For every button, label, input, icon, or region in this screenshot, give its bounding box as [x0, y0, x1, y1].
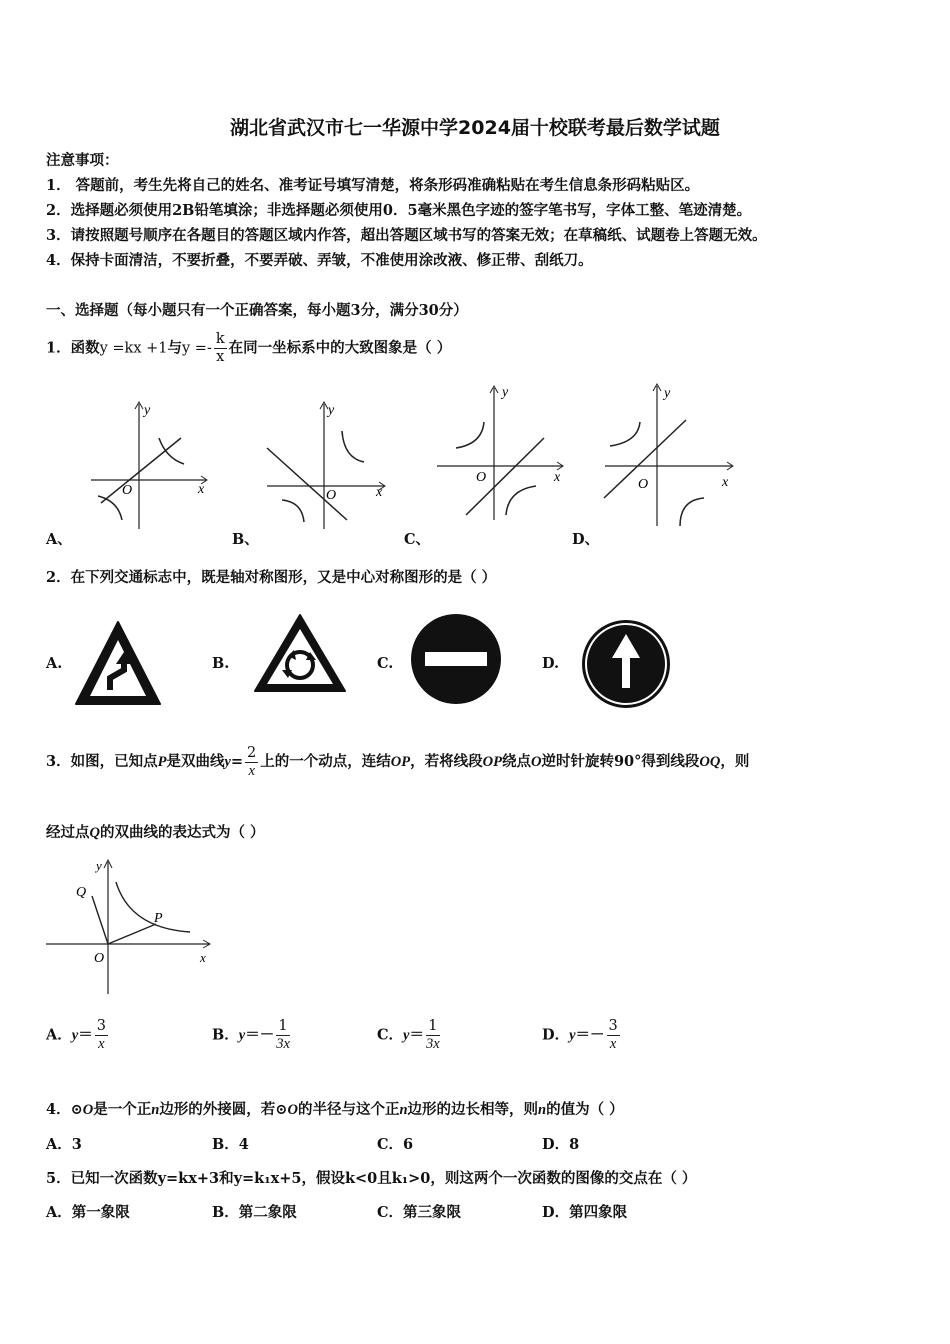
q3-point-o: O — [530, 754, 542, 770]
option-fraction — [95, 1018, 108, 1053]
frac-den: 3x — [425, 1036, 440, 1052]
option-c: C．第三象限 — [377, 1204, 462, 1221]
option-d: D．8 — [542, 1136, 580, 1153]
option-d — [542, 1018, 622, 1053]
option-c: C. — [377, 655, 394, 672]
section-heading: 一、选择题（每小题只有一个正确答案，每小题3分，满分30分） — [46, 302, 468, 319]
q3-angle: 90° — [613, 753, 642, 770]
option-var-y: y — [71, 1027, 79, 1044]
axis-x-label: x — [198, 482, 205, 497]
axis-x-label: x — [554, 470, 561, 485]
q3-figure — [44, 856, 216, 998]
option-var-y: y — [238, 1027, 246, 1044]
q4-point-o: O — [82, 1102, 94, 1118]
option-d: D、 — [572, 531, 600, 548]
axis-y-label: y — [502, 385, 509, 400]
frac-num: 3 — [96, 1018, 106, 1034]
frac-num: 1 — [426, 1018, 440, 1036]
option-eq: ＝ — [575, 1026, 591, 1044]
page-title: 湖北省武汉市七一华源中学2024届十校联考最后数学试题 — [230, 117, 720, 139]
option-b: B. — [212, 655, 230, 672]
graph-a — [86, 396, 216, 534]
axis-y-label: y — [96, 858, 102, 873]
notice-item: 2．选择题必须使用2B铅笔填涂；非选择题必须使用0．5毫米黑色字迹的签字笔书写，字体工整、笔迹清楚。 — [46, 202, 752, 219]
option-c: C．6 — [377, 1136, 414, 1153]
option-a: A．3 — [46, 1136, 82, 1153]
option-a: A. — [46, 655, 63, 672]
sign-double-bend-icon — [72, 618, 164, 710]
option-fraction — [426, 1018, 440, 1053]
question-3-stem-line2 — [46, 823, 265, 843]
hyperbola-branch — [506, 486, 536, 515]
origin-label: O — [326, 488, 337, 503]
q4-var-n: n — [538, 1102, 547, 1118]
q1-fraction — [214, 331, 227, 366]
sign-no-entry-icon — [409, 612, 503, 706]
q1-formula-2: y =- — [182, 340, 212, 357]
notice-heading: 注意事项： — [46, 152, 119, 169]
option-label: D． — [542, 1026, 570, 1044]
line-graph — [101, 438, 181, 503]
option-d: D. — [542, 655, 560, 672]
q4-var-n: n — [399, 1102, 408, 1118]
q1-suffix: 在同一坐标系中的大致图象是（ ） — [228, 339, 452, 357]
sign-straight-ahead-icon — [580, 618, 672, 710]
option-var-y: y — [569, 1027, 576, 1044]
graph-d — [600, 380, 740, 532]
q4-text: 边形的外接圆，若⊙ — [159, 1101, 288, 1118]
question-5-stem: 5．已知一次函数y=kx+3和y=k₁x+5，假设k<0且k₁>0，则这两个一次函数的图像的交点在（ ） — [46, 1170, 697, 1187]
q1-prefix: 1．函数 — [46, 339, 100, 357]
option-fraction — [607, 1018, 620, 1053]
option-eq: ＝ — [245, 1026, 260, 1044]
q4-text: 的半径与这个正 — [297, 1101, 400, 1118]
q3-seg-op: OP — [390, 754, 411, 770]
q3-text: 是双曲线 — [166, 753, 225, 770]
frac-den: 3x — [276, 1036, 290, 1052]
point-p-label: P — [154, 911, 163, 926]
axis-x-label: x — [376, 485, 383, 500]
option-eq: ＝ — [78, 1026, 93, 1044]
option-label: C． — [377, 1026, 404, 1044]
axis-x-label: x — [200, 950, 206, 965]
question-2-stem: 2．在下列交通标志中，既是轴对称图形，又是中心对称图形的是（ ） — [46, 569, 497, 586]
segment-oq — [92, 896, 108, 944]
q3-text: 经过点 — [46, 824, 90, 841]
q3-text: 3．如图，已知点 — [46, 753, 158, 770]
q3-point-p: P — [157, 754, 167, 770]
question-4-stem — [46, 1100, 624, 1120]
origin-label: O — [94, 951, 105, 966]
axis-x-label: x — [722, 475, 729, 490]
hyperbola-branch — [282, 500, 304, 522]
axis-y-label: y — [664, 386, 671, 401]
q3-text: ，若将线段 — [410, 753, 483, 770]
option-eq: ＝ — [409, 1026, 424, 1044]
q3-text: 逆时针旋转 — [541, 753, 614, 770]
q1-frac-den: x — [216, 349, 225, 365]
notice-item: 4．保持卡面清洁，不要折叠，不要弄破、弄皱，不准使用涂改液、修正带、刮纸刀。 — [46, 252, 593, 269]
q3-text: 上的一个动点，连结 — [260, 753, 391, 770]
option-a: A、 — [46, 531, 72, 548]
option-b: B．第二象限 — [212, 1204, 297, 1221]
option-b: B．4 — [212, 1136, 249, 1153]
option-c: C、 — [404, 531, 431, 548]
hyperbola-branch — [98, 496, 122, 520]
option-d: D．第四象限 — [542, 1204, 628, 1221]
hyperbola-branch — [159, 438, 184, 464]
segment-op — [108, 924, 156, 944]
q1-formula-1: y =kx +1 — [99, 340, 168, 357]
q3-seg-op: OP — [482, 754, 502, 770]
q1-mid: 与 — [167, 339, 182, 357]
sign-roundabout-icon — [252, 612, 348, 694]
q3-var-y: y — [224, 754, 231, 770]
option-b — [212, 1018, 292, 1053]
hyperbola-branch — [610, 422, 640, 446]
q3-seg-oq: OQ — [699, 754, 721, 770]
graph-b — [262, 396, 394, 534]
q3-text: 绕点 — [501, 753, 531, 770]
option-a — [46, 1018, 110, 1053]
q3-text: ，则 — [720, 753, 750, 770]
q1-frac-num: k — [215, 331, 225, 347]
q3-frac-den: x — [248, 762, 255, 779]
hyperbola-branch — [342, 431, 364, 462]
frac-num: 1 — [276, 1018, 290, 1036]
q3-text: 的双曲线的表达式为（ ） — [99, 824, 265, 841]
q4-text: 的值为（ ） — [546, 1101, 624, 1118]
frac-den: x — [98, 1036, 105, 1052]
question-3-stem — [46, 742, 749, 782]
graph-c — [432, 380, 570, 528]
q4-text: 4．⊙ — [46, 1101, 83, 1118]
line-graph — [267, 448, 347, 520]
question-1-stem — [46, 331, 451, 366]
point-q-label: Q — [76, 885, 87, 900]
option-fraction — [276, 1018, 290, 1053]
axis-y-label: y — [144, 403, 151, 418]
origin-label: O — [638, 477, 649, 492]
option-label: B． — [212, 1026, 239, 1044]
hyperbola-branch — [680, 498, 704, 526]
q3-text: 得到线段 — [641, 753, 700, 770]
q4-point-o: O — [287, 1102, 298, 1118]
q3-frac-num: 2 — [247, 744, 257, 761]
origin-label: O — [122, 483, 133, 498]
notice-item: 3．请按照题号顺序在各题目的答题区域内作答，超出答题区域书写的答案无效；在草稿纸、试题卷上答题无效。 — [46, 227, 767, 244]
hyperbola-branch — [456, 422, 484, 448]
q4-text: 边形的边长相等，则 — [407, 1101, 539, 1118]
option-a: A．第一象限 — [46, 1204, 130, 1221]
q3-point-q: Q — [89, 825, 100, 841]
q4-text: 是一个正 — [93, 1101, 152, 1118]
q4-var-n: n — [151, 1102, 160, 1118]
frac-den: x — [609, 1036, 617, 1052]
axis-y-label: y — [328, 403, 335, 418]
option-c — [377, 1018, 442, 1053]
q3-fraction — [245, 745, 258, 780]
option-b: B、 — [232, 531, 259, 548]
option-label: A． — [46, 1026, 72, 1044]
origin-label: O — [476, 470, 487, 485]
q3-eq: = — [230, 753, 244, 770]
option-sign: － — [590, 1026, 605, 1044]
frac-num: 3 — [608, 1018, 618, 1034]
option-var-y: y — [403, 1027, 410, 1044]
option-sign: － — [259, 1026, 275, 1044]
notice-item: 1． 答题前，考生先将自己的姓名、准考证号填写清楚，将条形码准确粘贴在考生信息条形码粘贴区。 — [46, 177, 700, 194]
